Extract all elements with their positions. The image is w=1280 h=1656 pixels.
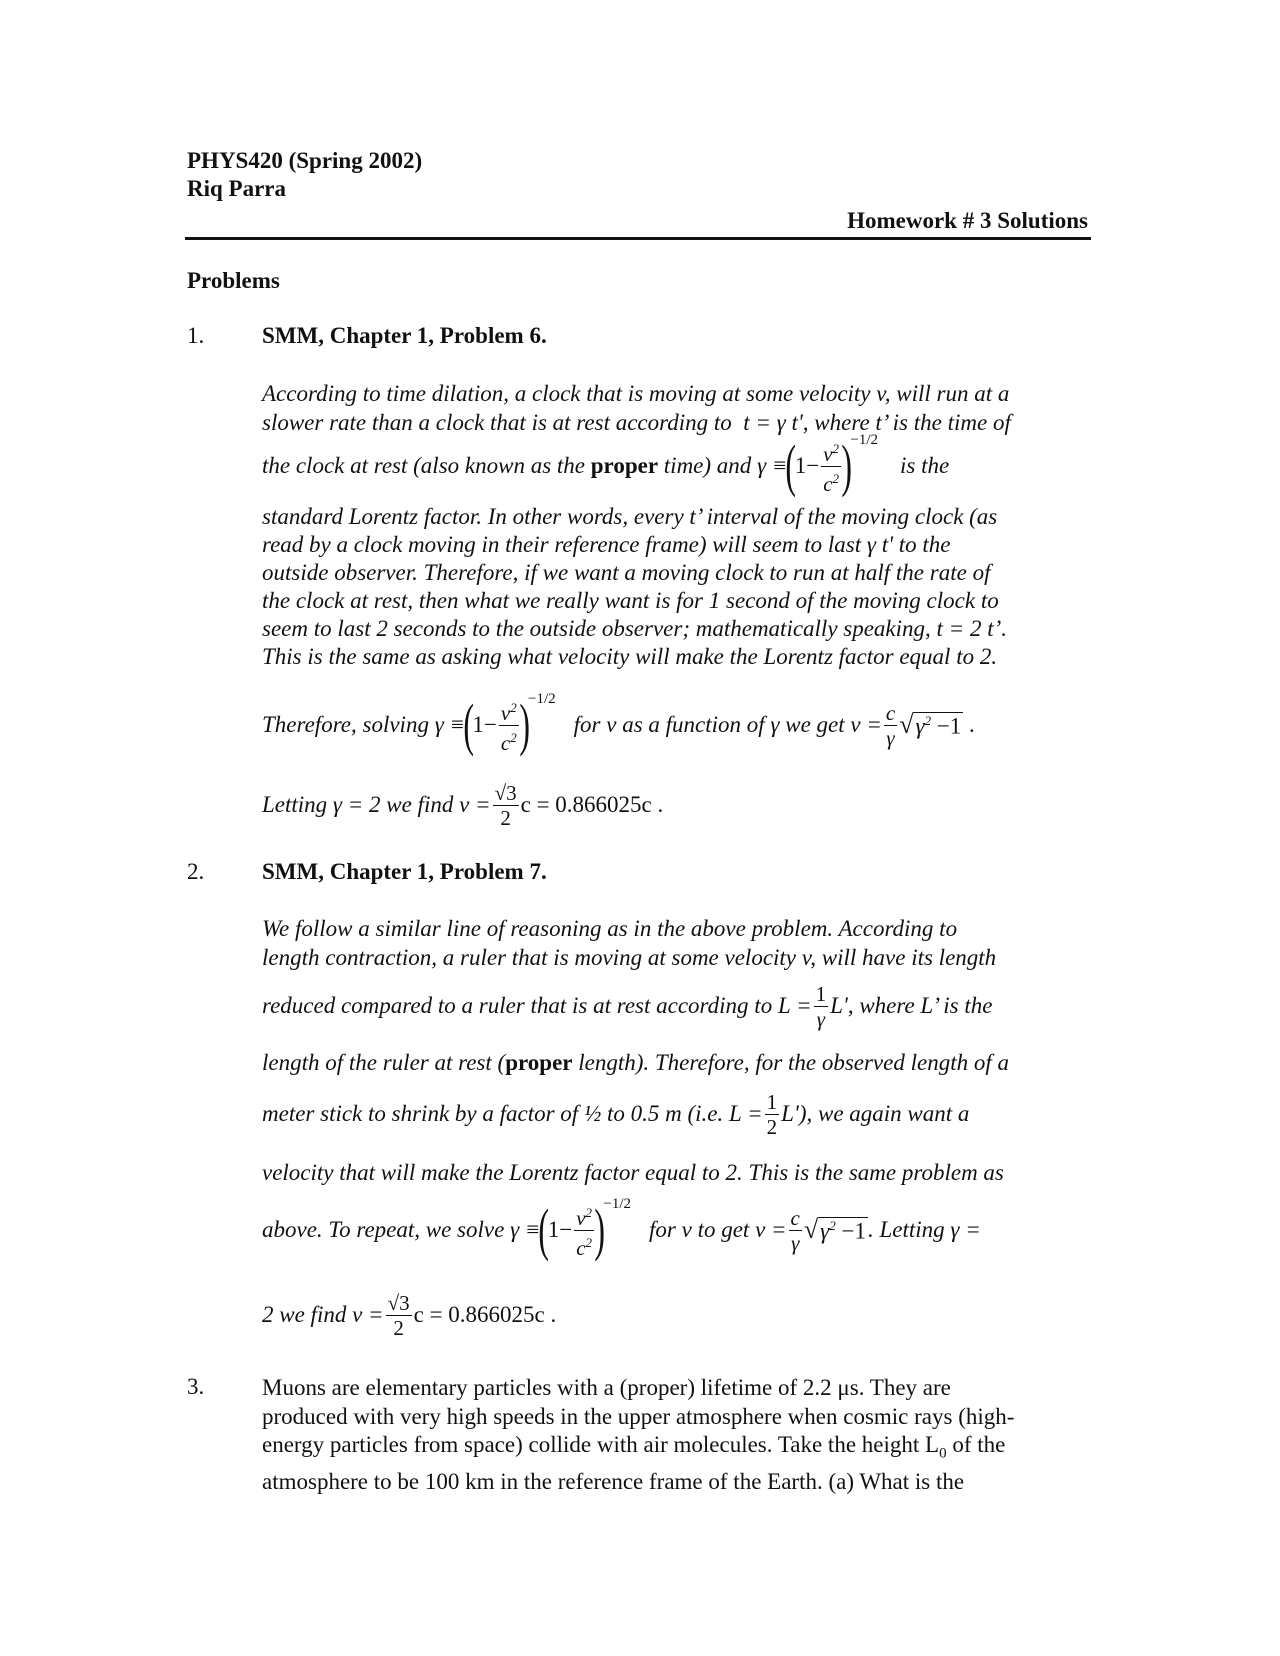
problem-1-text-a: [262, 380, 1097, 437]
problem-1-title: SMM, Chapter 1, Problem 6.: [262, 323, 547, 348]
problem-1-text-b: standard Lorentz factor. In other words, every t’ interval of the moving clock (as read by a clock moving in their reference frame) will seem to last γ t' to the outside observer. Therefore, if we want a moving clock to run at half the rate of the clock at rest, then what we really want is for 1 second of the moving clock to seem to last 2 seconds to the outside observer; mathematically speaking, t = 2 t’. This is the same as asking what velocity will make the Lorentz factor equal to 2.: [262, 504, 1007, 669]
problem-2-contraction-line: reduced compared to a ruler that is at rest according to L = $\frac{1}{\gamma}$ L' , where L’ is the: [262, 981, 993, 1031]
problem-2-meter-line: meter stick to shrink by a factor of ½ to 0.5 m (i.e. L = $\frac{1}{2}$ L' ), we again want a: [262, 1089, 970, 1139]
equation-velocity-2: v = $\frac{c}{\gamma}$ √ $\gamma^2 -1$: [749, 1205, 866, 1255]
problem-1-lorentz-line: the clock at rest (also known as the proper time) and γ ≡ ( 1− $\frac{v^2}{c^2}$ ) −1/2 is the: [262, 431, 950, 498]
p1-line: slower rate than a clock that is at rest according to t = γ t', where t’ is the time of: [262, 409, 1097, 438]
problem-1-solve-line: Therefore, solving γ ≡ ( 1− $\frac{v^2}{c^2}$ ) −1/2 for v as a function of γ we get v = $\frac{c}{\gamma}$ √ $\gamma^2 -1$ .: [262, 690, 975, 757]
problem-2-text-a: We follow a similar line of reasoning as in the above problem. According to length contraction, a ruler that is moving at some velocity v, will have its length: [262, 916, 997, 970]
equation-result-2: v = $\frac{√3}{2}$: [346, 1290, 410, 1340]
course-title: PHYS420 (Spring 2002): [187, 148, 423, 173]
equation-result: v = $\frac{√3}{2}$: [453, 780, 517, 830]
author-name: Riq Parra: [187, 176, 287, 201]
problem-2-result-line: 2 we find v = $\frac{√3}{2}$ c = 0.866025c .: [262, 1290, 557, 1340]
problem-3-number: 3.: [187, 1374, 205, 1399]
problem-2-velocity-line: velocity that will make the Lorentz factor equal to 2. This is the same problem as: [262, 1160, 1004, 1185]
equation-length-contraction: L = $\frac{1}{\gamma}$ L': [772, 981, 848, 1031]
equation-half-length: L = $\frac{1}{2}$ L': [723, 1089, 799, 1139]
problem-2-number: 2.: [187, 859, 205, 884]
problem-2-repeat-line: above. To repeat, we solve γ ≡ ( 1− $\frac{v^2}{c^2}$ ) −1/2 for v to get v = $\frac{c}{\gamma}$ √ $\gamma^2 -1$ . Letting γ =: [262, 1195, 981, 1262]
problem-1-result-line: Letting γ = 2 we find v = $\frac{√3}{2}$ c = 0.866025c .: [262, 780, 664, 830]
header-rule: [185, 237, 1091, 240]
equation-gamma-2: γ ≡ ( 1− $\frac{v^2}{c^2}$ ) −1/2: [504, 1195, 632, 1262]
equation-gamma: γ ≡ ( 1− $\frac{v^2}{c^2}$ ) −1/2: [428, 690, 556, 757]
homework-title: Homework # 3 Solutions: [847, 208, 1088, 233]
equation-time-dilation: t = γ t': [737, 409, 803, 435]
equation-lorentz-factor: γ ≡ ( 1− $\frac{v^2}{c^2}$ ) −1/2: [751, 431, 879, 498]
problem-1-number: 1.: [187, 323, 205, 348]
section-heading: Problems: [187, 268, 280, 293]
p1-line: According to time dilation, a clock that is moving at some velocity v, will run at a: [262, 381, 1010, 406]
equation-velocity: v = $\frac{c}{\gamma}$ √ $\gamma^2 -1$ .: [844, 700, 975, 750]
problem-3-text: Muons are elementary particles with a (proper) lifetime of 2.2 μs. They are produced with very high speeds in the upper atmosphere when cosmic rays (high- energy particles from space) collide with air molecules. Take the height $L_0$ of the atmosphere to be 100 km in the reference frame of the Earth. (a) What is the: [262, 1375, 1015, 1495]
problem-2-title: SMM, Chapter 1, Problem 7.: [262, 859, 547, 884]
problem-2-proper-line: length of the ruler at rest ( proper length). Therefore, for the observed length of a: [262, 1050, 1009, 1075]
